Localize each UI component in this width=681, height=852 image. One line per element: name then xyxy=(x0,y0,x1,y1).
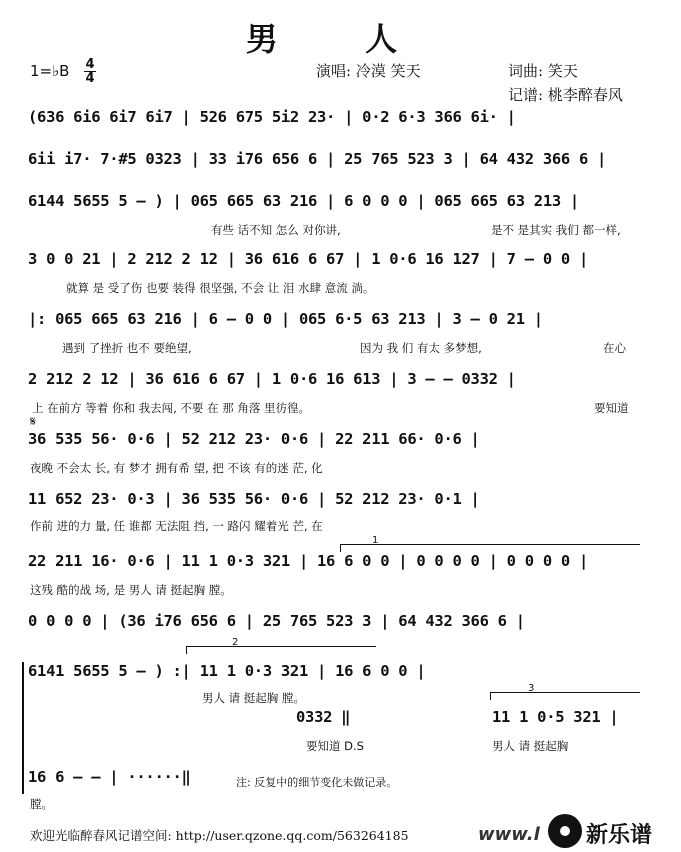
lyric-line-6b: 要知道 xyxy=(594,401,629,415)
lyric-line-5c: 在心 xyxy=(603,341,626,355)
lyric-line-3a: 有些 话不知 怎么 对你讲, xyxy=(211,223,341,237)
segno-sign: 𝄋 xyxy=(30,414,37,430)
logo-partial-url: www.l xyxy=(478,824,540,845)
time-sig-top: 4 xyxy=(85,57,95,72)
logo-brand: 新乐谱 xyxy=(586,823,653,848)
lyric-line-11: 男人 请 挺起胸 膛。 xyxy=(202,691,305,705)
staff-line-2: 6ii i7· 7·#5 0323 | 33 i76 656 6 | 25 765 523 3 | 64 432 366 6 | xyxy=(28,150,607,168)
lyric-line-8: 作前 进的力 量, 任 谁都 无法阻 挡, 一 路闪 耀着光 芒, 在 xyxy=(30,519,323,533)
system-bracket xyxy=(22,662,24,794)
volta-1-number: 1 xyxy=(372,535,379,546)
staff-line-4: 3 0 0 21 | 2 212 2 12 | 36 616 6 67 | 1 0·6 16 127 | 7 – 0 0 | xyxy=(28,250,588,268)
staff-line-1: (636 6i6 6i7 6i7 | 526 675 5i2 23· | 0·2 6·3 366 6i· | xyxy=(28,108,516,126)
volta-2-hook xyxy=(186,646,187,654)
key-signature: 1=♭B xyxy=(30,62,70,80)
song-title: 男 人 xyxy=(245,20,436,58)
staff-line-13: 16 6 – – | ······‖ xyxy=(28,768,191,786)
lyric-line-9: 这残 酷的战 场, 是 男人 请 挺起胸 膛。 xyxy=(30,583,232,597)
volta-1-bracket xyxy=(340,544,640,545)
lyric-line-6a: 上 在前方 等着 你和 我去闯, 不要 在 那 角落 里彷徨。 xyxy=(32,401,311,415)
footer-url: 欢迎光临醉春风记谱空间: http://user.qzone.qq.com/563264185 xyxy=(30,828,409,843)
staff-line-11: 6141 5655 5 – ) :| 11 1 0·3 321 | 16 6 0 0 | xyxy=(28,662,426,680)
staff-line-12a: 0332 ‖ xyxy=(296,708,351,726)
lyric-line-3b: 是不 是其实 我们 都一样, xyxy=(491,223,621,237)
staff-line-8: 11 652 23· 0·3 | 36 535 56· 0·6 | 52 212 23· 0·1 | xyxy=(28,490,480,508)
lyric-line-5b: 因为 我 们 有太 多梦想, xyxy=(360,341,482,355)
transcription-note: 注: 反复中的细节变化未做记录。 xyxy=(236,776,398,789)
staff-line-10: 0 0 0 0 | (36 i76 656 6 | 25 765 523 3 | 64 432 366 6 | xyxy=(28,612,525,630)
lyric-line-13: 膛。 xyxy=(30,797,53,811)
staff-line-6: 2 212 2 12 | 36 616 6 67 | 1 0·6 16 613 | 3 – – 0332 | xyxy=(28,370,516,388)
lyric-line-12b: 男人 请 挺起胸 xyxy=(492,739,569,753)
volta-3-hook xyxy=(490,692,491,700)
lyric-line-5a: 遇到 了挫折 也不 要绝望, xyxy=(62,341,192,355)
staff-line-3: 6144 5655 5 – ) | 065 665 63 216 | 6 0 0 0 | 065 665 63 213 | xyxy=(28,192,579,210)
composer-credit: 词曲: 笑天 xyxy=(508,62,578,80)
volta-3-bracket xyxy=(490,692,640,693)
staff-line-9: 22 211 16· 0·6 | 11 1 0·3 321 | 16 6 0 0 | 0 0 0 0 | 0 0 0 0 | xyxy=(28,552,588,570)
volta-1-hook xyxy=(340,544,341,552)
singer-credit: 演唱: 冷漠 笑天 xyxy=(316,62,421,80)
time-signature xyxy=(84,58,96,85)
lyric-line-7: 夜晚 不会太 长, 有 梦才 拥有希 望, 把 不该 有的迷 茫, 化 xyxy=(30,461,323,475)
staff-line-5: |: 065 665 63 216 | 6 – 0 0 | 065 6·5 63 213 | 3 – 0 21 | xyxy=(28,310,543,328)
lyric-line-12a: 要知道 D.S xyxy=(306,739,364,753)
transcriber-credit: 记谱: 桃李醉春风 xyxy=(508,86,623,104)
staff-line-12b: 11 1 0·5 321 | xyxy=(492,708,619,726)
time-sig-bottom: 4 xyxy=(85,71,95,86)
volta-3-number: 3 xyxy=(528,683,535,694)
volta-2-bracket xyxy=(186,646,376,647)
volta-2-number: 2 xyxy=(232,637,239,648)
staff-line-7: 36 535 56· 0·6 | 52 212 23· 0·6 | 22 211 66· 0·6 | xyxy=(28,430,480,448)
lyric-line-4: 就算 是 受了伤 也要 装得 很坚强, 不会 让 泪 水肆 意流 淌。 xyxy=(66,281,375,295)
logo-disc-icon xyxy=(548,814,582,848)
